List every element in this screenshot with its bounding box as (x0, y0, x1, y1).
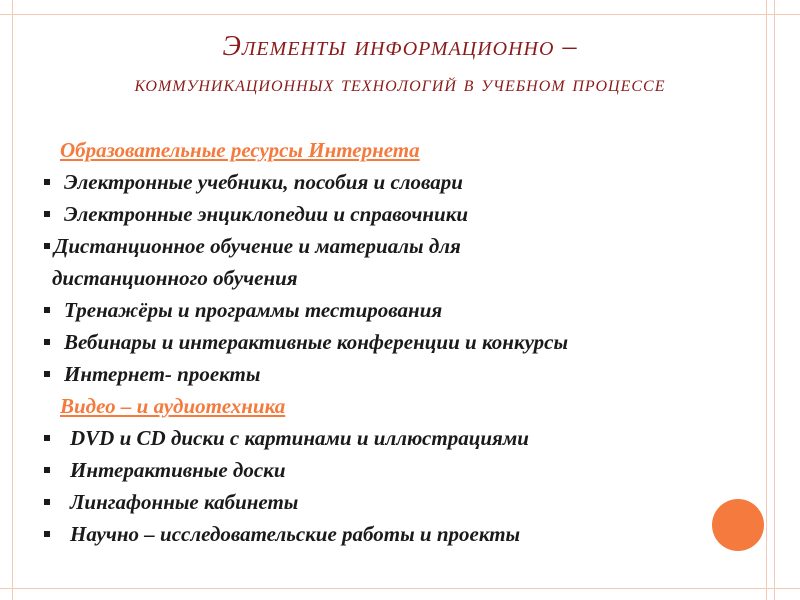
bullet-icon (44, 179, 50, 185)
list-item-text: Тренажёры и программы тестирования (64, 298, 443, 322)
list-item (44, 518, 744, 550)
title-line-2: коммуникационных технологий в учебном процессе (134, 70, 666, 96)
list-item-text: Интерактивные доски (70, 458, 286, 482)
bullet-icon (44, 467, 50, 473)
list-item (44, 198, 744, 230)
list-item (44, 454, 744, 486)
bullet-icon (44, 371, 50, 377)
list-item-text: Вебинары и интерактивные конференции и конкурсы (64, 330, 569, 354)
list-item-text: Интернет- проекты (64, 362, 261, 386)
frame-bottom-line (0, 588, 800, 589)
list-item (44, 326, 744, 358)
bullet-icon (44, 499, 50, 505)
bullet-icon (44, 307, 50, 313)
list-item-text: Дистанционное обучение и материалы для (54, 234, 461, 258)
list-item (44, 486, 744, 518)
bullet-icon (44, 211, 50, 217)
title-line-1: Элементы информационно – (222, 31, 578, 62)
list-item-text: Лингафонные кабинеты (70, 490, 299, 514)
bullet-icon (44, 435, 50, 441)
bullet-icon (44, 531, 50, 537)
list-item-text: Научно – исследовательские работы и проекты (70, 522, 521, 546)
list-item-text: Электронные учебники, пособия и словари (64, 170, 463, 194)
list-item-text-continued: дистанционного обучения (52, 266, 298, 290)
slide-content (44, 134, 744, 550)
frame-right-line-outer (774, 0, 775, 600)
bullet-icon (44, 339, 50, 345)
list-item-text: Электронные энциклопедии и справочники (64, 202, 469, 226)
list-item (44, 422, 744, 454)
bullet-icon (44, 243, 50, 249)
list-item-text: DVD и CD диски с картинами и иллюстрациями (70, 426, 529, 450)
frame-right-line (766, 0, 767, 600)
section-heading-video: Видео – и аудиотехника (60, 394, 286, 418)
list-item (44, 358, 744, 390)
list-item (44, 166, 744, 198)
list-item (44, 230, 744, 294)
frame-top-line (0, 14, 800, 15)
list-item (44, 294, 744, 326)
section-heading-internet: Образовательные ресурсы Интернета (60, 138, 420, 162)
slide-title (60, 28, 740, 99)
frame-left-line (12, 0, 13, 600)
